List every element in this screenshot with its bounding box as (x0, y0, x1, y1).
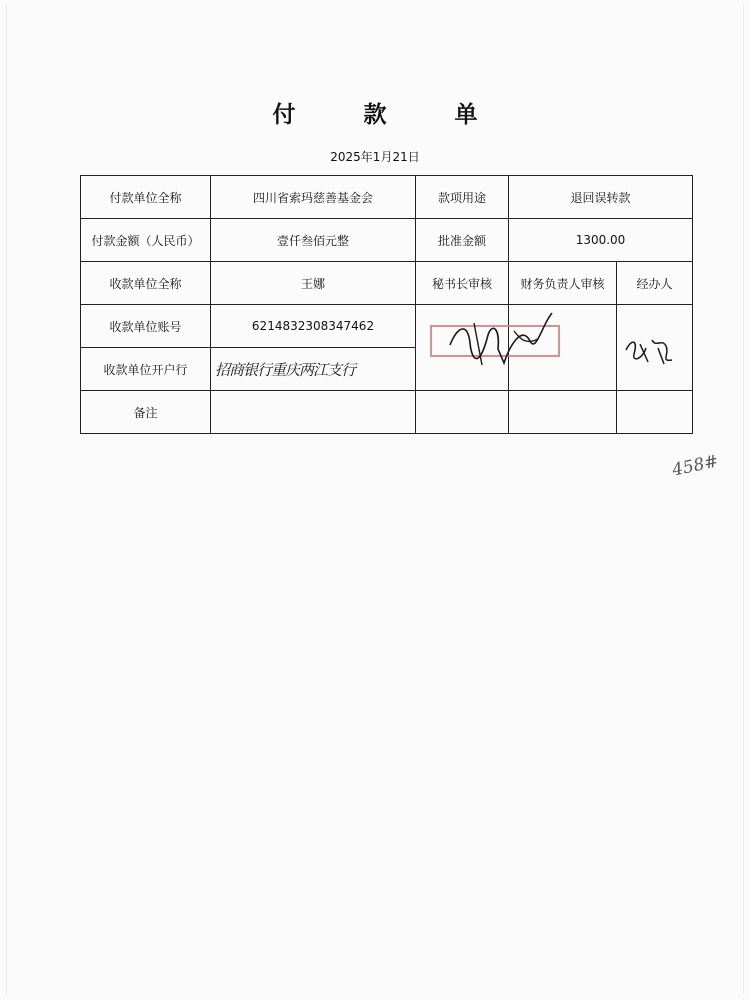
document-date: 2025年1月21日 (330, 150, 420, 164)
empty-cell (617, 391, 693, 434)
empty-cell (509, 391, 617, 434)
payer-value: 四川省索玛慈善基金会 (211, 176, 416, 219)
amount-label: 付款金额（人民币） (81, 219, 211, 262)
account-value: 6214832308347462 (211, 305, 416, 348)
payee-label: 收款单位全称 (81, 262, 211, 305)
bank-value-text: 招商银行重庆两江支行 (215, 360, 356, 379)
page-handnote: 458# (670, 451, 721, 481)
bank-label: 收款单位开户行 (81, 348, 211, 391)
approved-label: 批准金额 (416, 219, 509, 262)
table-row (81, 391, 693, 434)
approved-value: 1300.00 (509, 219, 693, 262)
purpose-label: 款项用途 (416, 176, 509, 219)
empty-cell (416, 391, 509, 434)
bank-value (211, 348, 416, 391)
payer-label: 付款单位全称 (81, 176, 211, 219)
remark-label: 备注 (81, 391, 211, 434)
account-label: 收款单位账号 (81, 305, 211, 348)
payee-value: 王娜 (211, 262, 416, 305)
handler-signature-cell (617, 305, 693, 391)
amount-value: 壹仟叁佰元整 (211, 219, 416, 262)
table-row (81, 305, 693, 348)
table-row (81, 219, 693, 262)
purpose-value: 退回误转款 (509, 176, 693, 219)
handler-label: 经办人 (617, 262, 693, 305)
table-row (81, 176, 693, 219)
remark-value (211, 391, 416, 434)
approval-stamp (430, 325, 560, 357)
finance-label: 财务负责人审核 (509, 262, 617, 305)
secretary-label: 秘书长审核 (416, 262, 509, 305)
document-title: 付 款 单 (272, 102, 508, 128)
table-row (81, 262, 693, 305)
payment-form-table (80, 175, 693, 434)
